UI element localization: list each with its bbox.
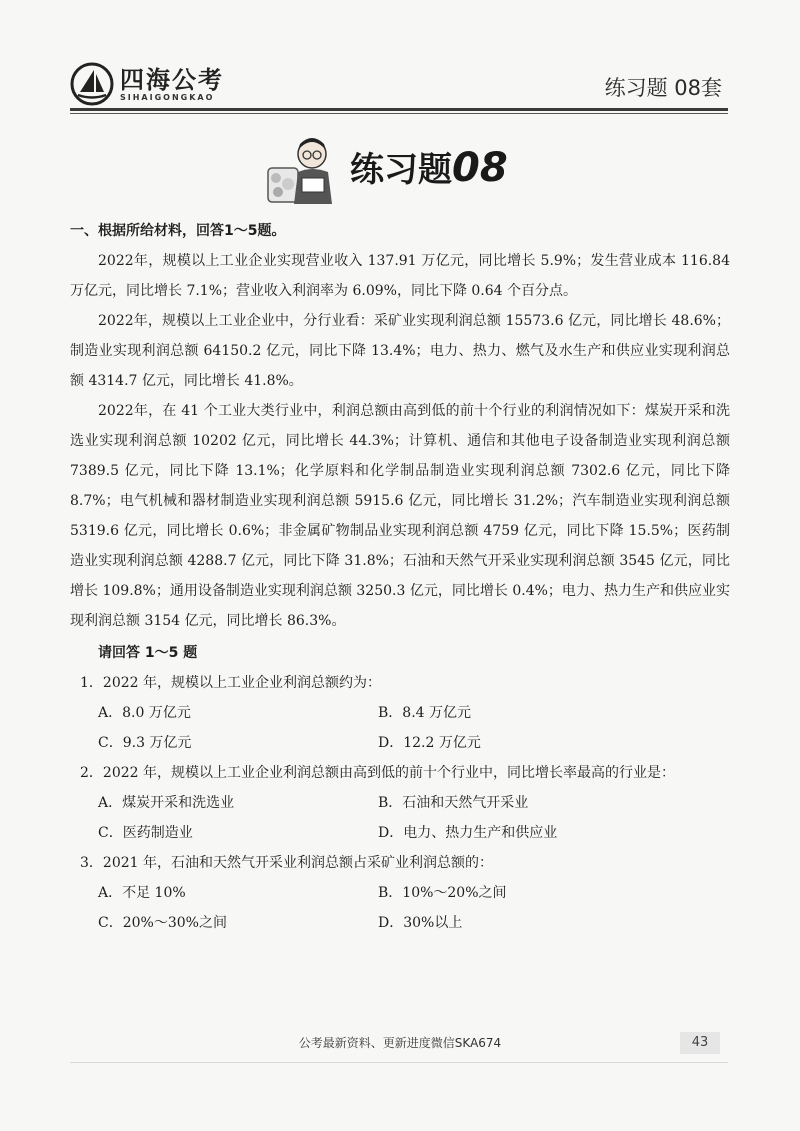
title-prefix: 练习题 xyxy=(350,150,452,190)
sailboat-logo-icon xyxy=(70,62,114,106)
material-paragraph-2: 2022年，规模以上工业企业中，分行业看：采矿业实现利润总额 15573.6 亿元，同比增长 48.6%；制造业实现利润总额 64150.2 亿元，同比下降 13.4%；电力、热力、燃气及水生产和供应业实现利润总额 4314.7 亿元，同比增长 41.8%。 xyxy=(70,313,730,389)
page-title xyxy=(262,128,522,208)
question-3-options xyxy=(70,878,730,938)
header-divider-thin xyxy=(70,113,728,114)
header-divider xyxy=(70,108,728,111)
brand-logo xyxy=(70,62,224,106)
question-prompt: 请回答 1～5 题 xyxy=(98,645,198,661)
question-3-option-a[interactable]: A．不足 10% xyxy=(98,885,186,901)
question-2-option-b[interactable]: B．石油和天然气开采业 xyxy=(378,795,529,811)
question-2-options xyxy=(70,788,730,848)
question-3-option-b[interactable]: B．10%～20%之间 xyxy=(378,885,507,901)
section-heading: 一、根据所给材料，回答1～5题。 xyxy=(70,223,286,239)
question-3-option-d[interactable]: D．30%以上 xyxy=(378,915,463,931)
question-2-option-c[interactable]: C．医药制造业 xyxy=(98,825,193,841)
footer-divider xyxy=(70,1062,728,1063)
material-paragraph-3: 2022年，在 41 个工业大类行业中，利润总额由高到低的前十个行业的利润情况如下：煤炭开采和洗选业实现利润总额 10202 亿元，同比增长 44.3%；计算机、通信和其他电子设备制造业实现利润总额 7389.5 亿元，同比下降 13.1%；化学原料和化学制品制造业实现利润总额 7302.6 亿元，同比下降 8.7%；电气机械和器材制造业实现利润总额 5915.6 亿元，同比增长 31.2%；汽车制造业实现利润总额 5319.6 亿元，同比增长 0.6%；非金属矿物制品业实现利润总额 4759 亿元，同比下降 15.5%；医药制造业实现利润总额 4288.7 亿元，同比下降 31.8%；石油和天然气开采业实现利润总额 3545 亿元，同比增长 109.8%；通用设备制造业实现利润总额 3250.3 亿元，同比增长 0.4%；电力、热力生产和供应业实现利润总额 3154 亿元，同比增长 86.3%。 xyxy=(70,403,730,629)
exercise-title xyxy=(350,142,508,191)
question-2-stem: 2．2022 年，规模以上工业企业利润总额由高到低的前十个行业中，同比增长率最高的行业是： xyxy=(80,765,675,781)
question-2-option-a[interactable]: A．煤炭开采和洗选业 xyxy=(98,795,235,811)
reading-teacher-mascot-icon xyxy=(262,128,340,208)
question-1-option-d[interactable]: D．12.2 万亿元 xyxy=(378,735,481,751)
brand-name: 四海公考 xyxy=(120,65,224,94)
title-number: 08 xyxy=(452,145,508,191)
question-2-option-d[interactable]: D．电力、热力生产和供应业 xyxy=(378,825,558,841)
footer-note: 公考最新资料、更新进度微信SKA674 xyxy=(298,1036,502,1050)
set-label: 练习题 08套 xyxy=(604,76,722,100)
question-1-options xyxy=(70,698,730,758)
page-number: 43 xyxy=(680,1032,720,1054)
question-3-stem: 3．2021 年，石油和天然气开采业利润总额占采矿业利润总额的： xyxy=(80,855,493,871)
question-1-option-a[interactable]: A．8.0 万亿元 xyxy=(98,705,191,721)
question-1-option-c[interactable]: C．9.3 万亿元 xyxy=(98,735,192,751)
question-3-option-c[interactable]: C．20%～30%之间 xyxy=(98,915,227,931)
brand-pinyin: SIHAIGONGKAO xyxy=(120,92,215,102)
document-body xyxy=(70,216,730,938)
material-paragraph-1: 2022年，规模以上工业企业实现营业收入 137.91 万亿元，同比增长 5.9%；发生营业成本 116.84 万亿元，同比增长 7.1%；营业收入利润率为 6.09%，同比下降 0.64 个百分点。 xyxy=(70,253,730,299)
question-1-stem: 1．2022 年，规模以上工业企业利润总额约为： xyxy=(80,675,381,691)
question-1-option-b[interactable]: B．8.4 万亿元 xyxy=(378,705,472,721)
